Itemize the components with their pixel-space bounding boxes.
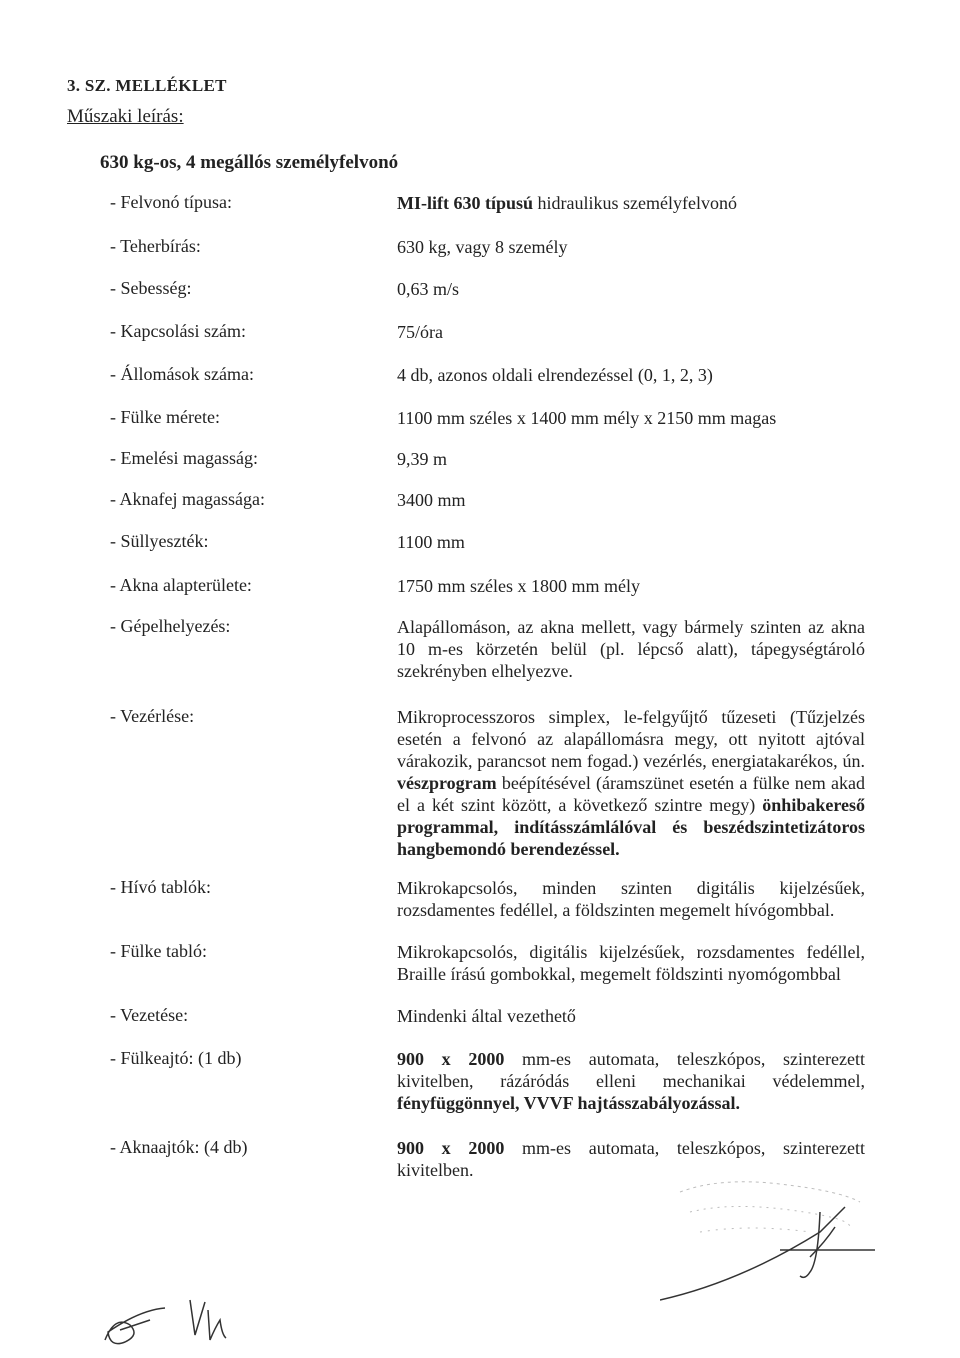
spec-value: 75/óra xyxy=(397,322,443,342)
spec-value: 1750 mm széles x 1800 mm mély xyxy=(397,576,640,596)
spec-label: - Gépelhelyezés: xyxy=(110,616,231,636)
spec-value: 0,63 m/s xyxy=(397,279,460,299)
spec-label: - Teherbírás: xyxy=(110,236,201,256)
document-title: 630 kg-os, 4 megállós személyfelvonó xyxy=(100,152,399,173)
stamp-signature-icon xyxy=(660,1172,880,1312)
spec-label: - Kapcsolási szám: xyxy=(110,321,246,341)
spec-value: MI-lift 630 típusú hidraulikus személyfelvonó xyxy=(397,193,737,213)
spec-value: Mikroprocesszoros simplex, le-felgyűjtő tűzeseti (Tűzjelzés esetén a felvonó az alapállomásra megy, ott nyitott ajtóval várakozik, parancsot nem fogad.) vezérlés, energiatakarékos, ún. vészprogram beépítésével (áramszünet esetén a fülke nem akad el a két szint között, a következő szintre megy) önhibakereső programmal, indításszámlálóval és beszédszintetizátoros hangbemondó berendezéssel. xyxy=(397,707,865,859)
spec-label: - Fülke mérete: xyxy=(110,407,220,427)
spec-label: - Vezetése: xyxy=(110,1005,189,1025)
spec-value: 900 x 2000 mm-es automata, teleszkópos, szinterezett kivitelben, rázáródás elleni mechanikai védelemmel, fényfüggönnyel, VVVF hajtásszabályozással. xyxy=(397,1049,866,1113)
spec-label: - Süllyeszték: xyxy=(110,531,209,551)
spec-label: - Emelési magasság: xyxy=(110,448,258,468)
spec-value: 1100 mm xyxy=(397,532,465,552)
spec-label: - Hívó tablók: xyxy=(110,877,211,897)
spec-label: - Sebesség: xyxy=(110,278,192,298)
spec-label: - Akna alapterülete: xyxy=(110,575,252,595)
initials-signature-icon xyxy=(100,1290,240,1350)
spec-value: Mikrokapcsolós, digitális kijelzésűek, rozsdamentes fedéllel, Braille írású gombokkal, megemelt földszinti nyomógombbal xyxy=(397,942,865,984)
annex-heading: 3. SZ. MELLÉKLET xyxy=(67,76,227,95)
spec-label: - Aknaajtók: (4 db) xyxy=(110,1137,248,1157)
spec-label: - Aknafej magassága: xyxy=(110,489,265,509)
spec-label: - Fülkeajtó: (1 db) xyxy=(110,1048,242,1068)
technical-description-heading: Műszaki leírás: xyxy=(67,106,184,127)
spec-value: Alapállomáson, az akna mellett, vagy bármely szinten az akna 10 m-es körzetén belül (pl. lépcső alatt), tápegységtároló szekrényben elhelyezve. xyxy=(397,617,865,681)
spec-label: - Vezérlése: xyxy=(110,706,195,726)
spec-value: 4 db, azonos oldali elrendezéssel (0, 1, 2, 3) xyxy=(397,365,713,385)
spec-value: 3400 mm xyxy=(397,490,466,510)
spec-value: 9,39 m xyxy=(397,449,448,469)
spec-value: Mindenki által vezethető xyxy=(397,1006,576,1026)
spec-value: 630 kg, vagy 8 személy xyxy=(397,237,568,257)
spec-label: - Fülke tabló: xyxy=(110,941,207,961)
spec-value: Mikrokapcsolós, minden szinten digitális kijelzésűek, rozsdamentes fedéllel, a földszinten megemelt hívógombbal. xyxy=(397,878,865,920)
spec-value: 900 x 2000 mm-es automata, teleszkópos, szinterezett kivitelben. xyxy=(397,1138,866,1180)
spec-value: 1100 mm széles x 1400 mm mély x 2150 mm magas xyxy=(397,408,777,428)
spec-label: - Felvonó típusa: xyxy=(110,192,232,212)
spec-label: - Állomások száma: xyxy=(110,364,254,384)
